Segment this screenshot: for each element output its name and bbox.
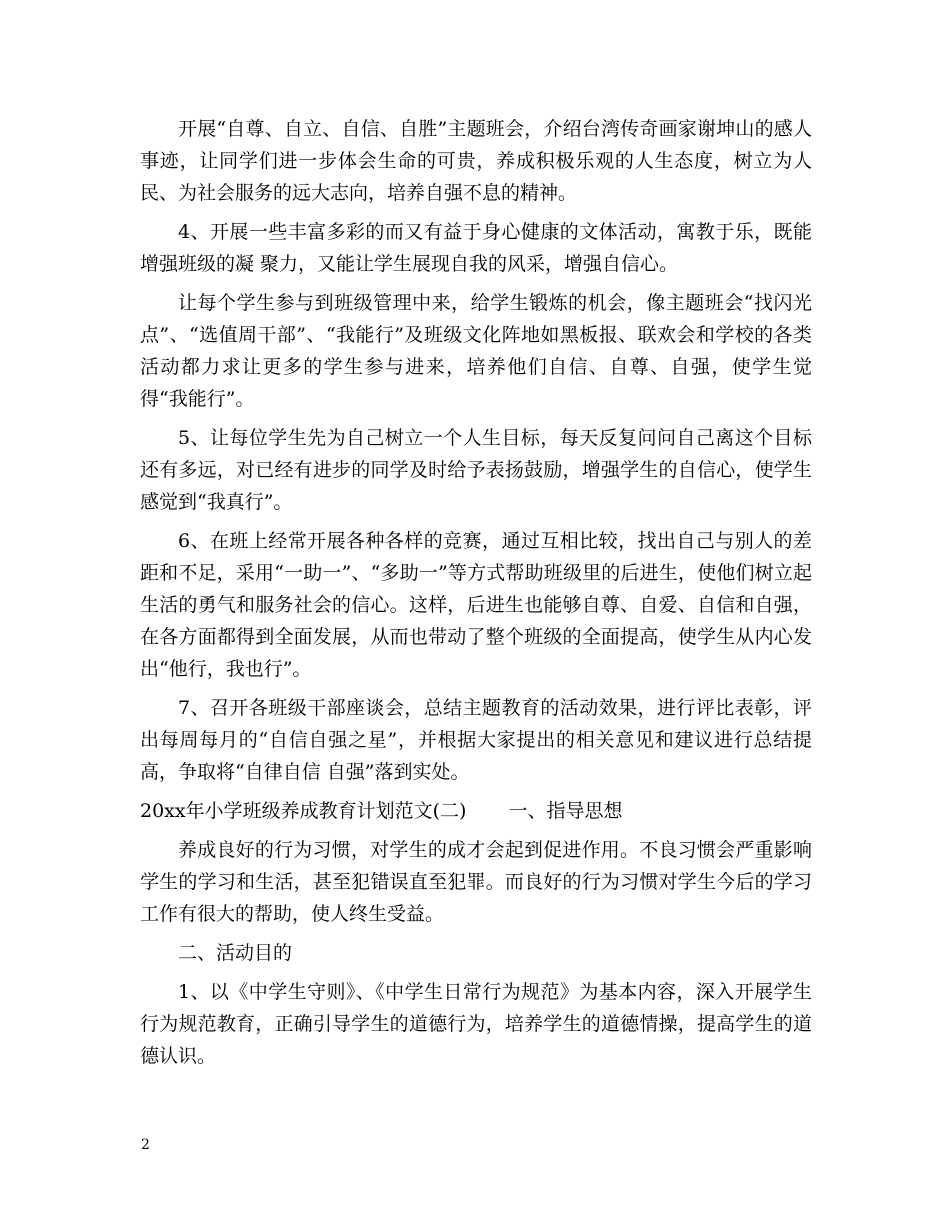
document-body bbox=[140, 113, 812, 1079]
paragraph: 1、以《中学生守则》、《中学生日常行为规范》为基本内容，深入开展学生行为规范教育，正确引导学生的道德行为，培养学生的道德情操，提高学生的道德认识。 bbox=[140, 981, 812, 1067]
heading-line bbox=[140, 795, 812, 827]
paragraph: 5、让每位学生先为自己树立一个人生目标，每天反复问问自己离这个目标还有多远，对已经有进步的同学及时给予表扬鼓励，增强学生的自信心，使学生感觉到“我真行”。 bbox=[140, 427, 812, 513]
page-number: 2 bbox=[141, 1137, 150, 1153]
paragraph: 7、召开各班级干部座谈会，总结主题教育的活动效果，进行评比表彰，评出每周每月的“自信自强之星”，并根据大家提出的相关意见和建议进行总结提高，争取将“自律自信 自强”落到实处。 bbox=[140, 697, 812, 783]
paragraph: 养成良好的行为习惯，对学生的成才会起到促进作用。不良习惯会严重影响学生的学习和生活，甚至犯错误直至犯罪。而良好的行为习惯对学生今后的学习工作有很大的帮助，使人终生受益。 bbox=[140, 839, 812, 925]
paragraph: 4、开展一些丰富多彩的而又有益于身心健康的文体活动，寓教于乐，既能增强班级的凝 聚力，又能让学生展现自我的风采，增强自信心。 bbox=[140, 221, 812, 275]
paragraph: 开展“自尊、自立、自信、自胜”主题班会，介绍台湾传奇画家谢坤山的感人事迹，让同学们进一步体会生命的可贵，养成积极乐观的人生态度，树立为人民、为社会服务的远大志向，培养自强不息的精神。 bbox=[140, 118, 812, 204]
section-heading: 一、指导思想 bbox=[508, 800, 623, 822]
document-subtitle: 20xx年小学班级养成教育计划范文(二) bbox=[140, 800, 467, 822]
paragraph: 让每个学生参与到班级管理中来，给学生锻炼的机会，像主题班会“找闪光点”、“选值周干部”、“我能行”及班级文化阵地如黑板报、联欢会和学校的各类活动都力求让更多的学生参与进来，培养他们自信、自尊、自强，使学生觉得“我能行”。 bbox=[140, 292, 812, 410]
section-heading: 二、活动目的 bbox=[178, 942, 293, 964]
paragraph: 6、在班上经常开展各种各样的竞赛，通过互相比较，找出自己与别人的差距和不足，采用“一助一”、“多助一”等方式帮助班级里的后进生，使他们树立起生活的勇气和服务社会的信心。这样，后进生也能够自尊、自爱、自信和自强，在各方面都得到全面发展，从而也带动了整个班级的全面提高，使学生从内心发出“他行，我也行”。 bbox=[140, 530, 812, 680]
